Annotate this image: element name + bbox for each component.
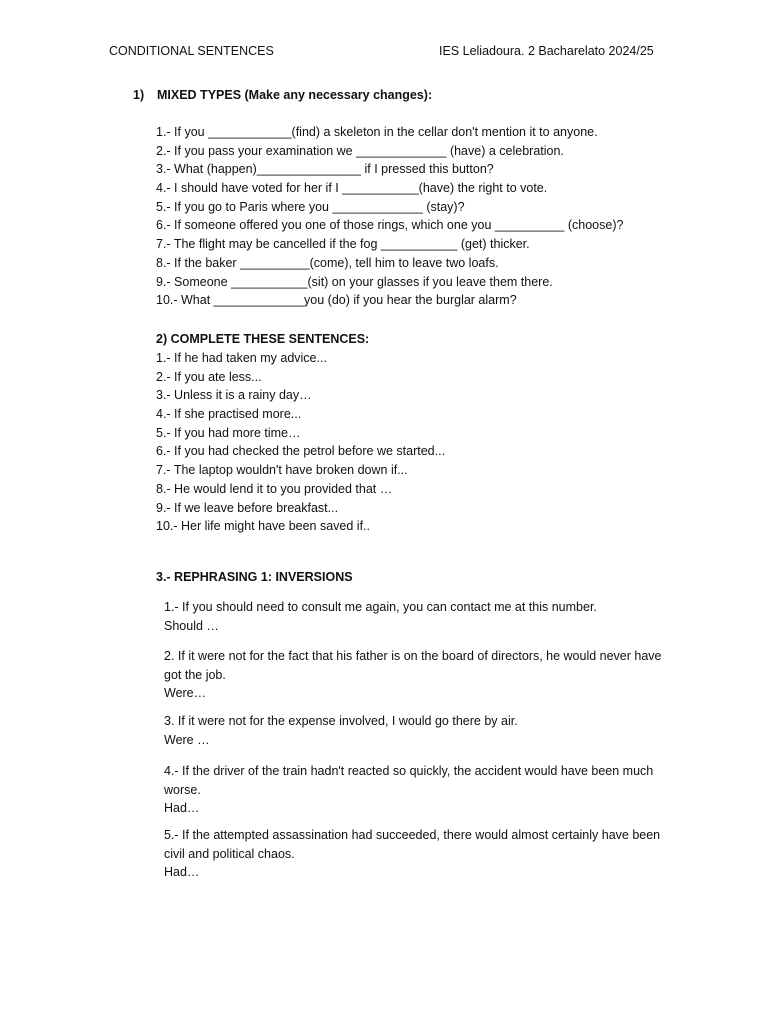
- rephrase-item: [164, 647, 664, 703]
- rephrase-prompt: Were…: [164, 686, 207, 701]
- list-item: 7.- The flight may be cancelled if the fog ___________ (get) thicker.: [156, 237, 530, 252]
- header-title: CONDITIONAL SENTENCES: [109, 44, 274, 58]
- list-item: 7.- The laptop wouldn't have broken down if...: [156, 463, 408, 478]
- list-item: 9.- Someone ___________(sit) on your glasses if you leave them there.: [156, 274, 553, 289]
- section1-title-text: MIXED TYPES (Make any necessary changes):: [157, 88, 433, 102]
- list-item: 1.- If you ____________(find) a skeleton in the cellar don't mention it to anyone.: [156, 125, 598, 139]
- list-item: 2.- If you ate less...: [156, 369, 262, 384]
- rephrase-prompt: Had…: [164, 801, 200, 816]
- rephrase-item: [164, 598, 664, 635]
- rephrase-sentence: 4.- If the driver of the train hadn't reacted so quickly, the accident would have been much worse.: [164, 764, 654, 797]
- list-item: 10.- Her life might have been saved if..: [156, 519, 371, 534]
- list-item: 3.- Unless it is a rainy day…: [156, 388, 312, 403]
- list-item: 6.- If someone offered you one of those rings, which one you __________ (choose)?: [156, 218, 624, 233]
- list-item: 3.- What (happen)_______________ if I pressed this button?: [156, 162, 494, 177]
- rephrase-sentence: 1.- If you should need to consult me again, you can contact me at this number.: [164, 600, 597, 614]
- section3-title: 3.- REPHRASING 1: INVERSIONS: [156, 570, 353, 584]
- list-item: 5.- If you had more time…: [156, 425, 301, 440]
- list-item: 5.- If you go to Paris where you _____________ (stay)?: [156, 199, 465, 214]
- rephrase-prompt: Were …: [164, 732, 210, 747]
- rephrase-sentence: 3. If it were not for the expense involved, I would go there by air.: [164, 714, 518, 728]
- list-item: 8.- If the baker __________(come), tell him to leave two loafs.: [156, 255, 499, 270]
- rephrase-sentence: 2. If it were not for the fact that his father is on the board of directors, he would never have got the job.: [164, 649, 662, 682]
- section1-list: [156, 123, 623, 310]
- list-item: 8.- He would lend it to you provided that …: [156, 481, 393, 496]
- rephrase-prompt: Had…: [164, 865, 200, 880]
- list-item: 6.- If you had checked the petrol before we started...: [156, 444, 446, 459]
- header-school: IES Leliadoura. 2 Bacharelato 2024/25: [439, 44, 654, 58]
- rephrase-prompt: Should …: [164, 618, 219, 633]
- list-item: 10.- What _____________you (do) if you hear the burglar alarm?: [156, 293, 517, 308]
- section1-number: 1): [133, 88, 145, 102]
- list-item: 2.- If you pass your examination we _____________ (have) a celebration.: [156, 143, 564, 158]
- list-item: 4.- If she practised more...: [156, 407, 302, 422]
- list-item: 1.- If he had taken my advice...: [156, 351, 327, 365]
- section1-title: [133, 86, 432, 105]
- section2-title: 2) COMPLETE THESE SENTENCES:: [156, 332, 370, 346]
- rephrase-item: [164, 712, 664, 749]
- list-item: 9.- If we leave before breakfast...: [156, 500, 339, 515]
- rephrase-item: [164, 826, 664, 882]
- section2-list: [156, 349, 445, 536]
- list-item: 4.- I should have voted for her if I ___________(have) the right to vote.: [156, 181, 548, 196]
- rephrase-sentence: 5.- If the attempted assassination had succeeded, there would almost certainly have been civil and political chaos.: [164, 828, 661, 861]
- rephrase-item: [164, 762, 664, 818]
